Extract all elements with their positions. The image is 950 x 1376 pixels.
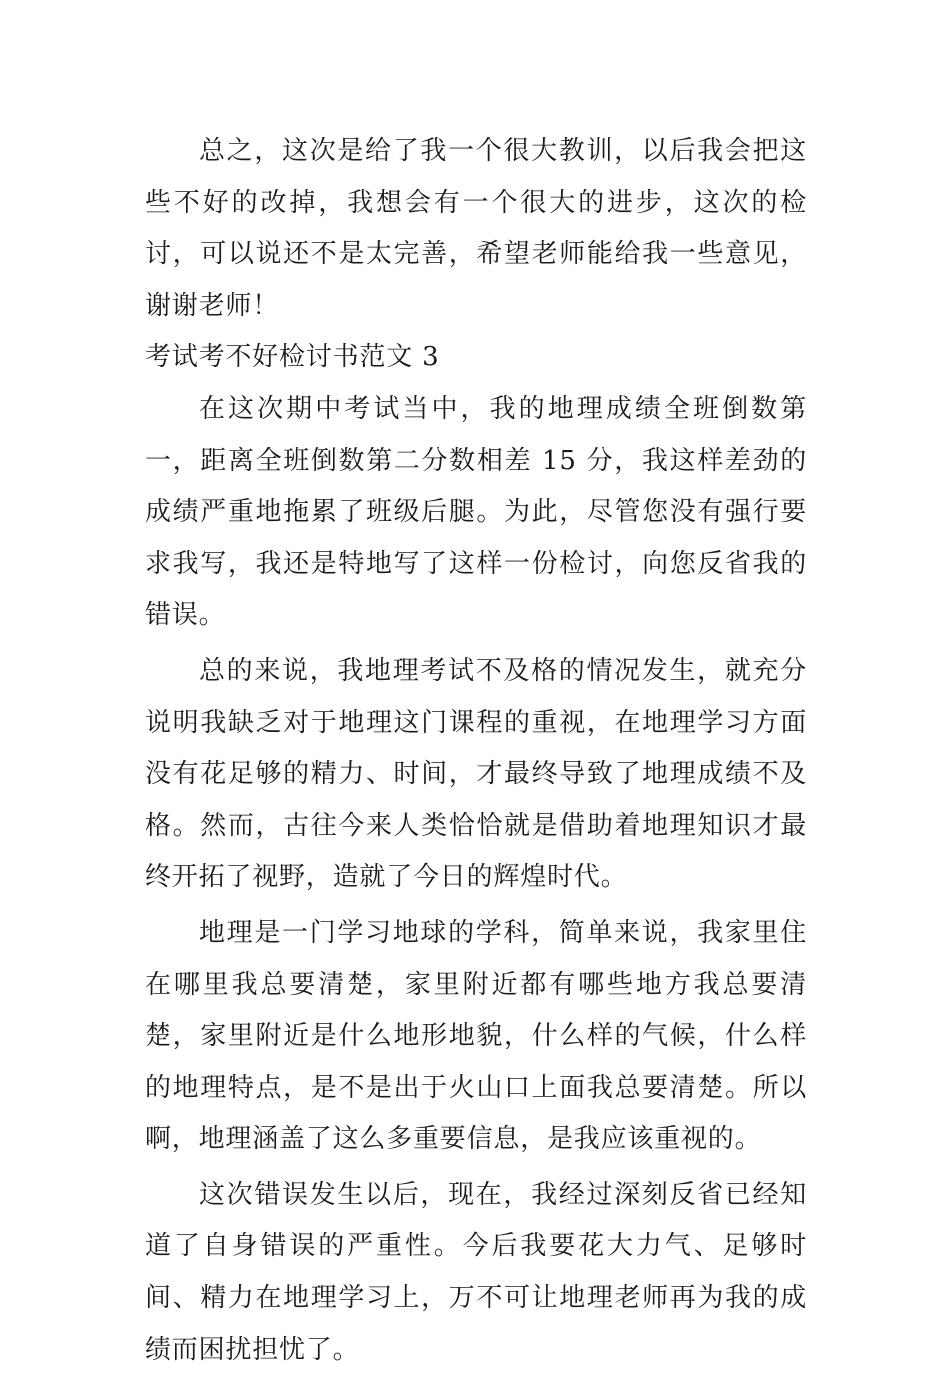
paragraph-exam-result: 在这次期中考试当中，我的地理成绩全班倒数第一，距离全班倒数第二分数相差 15 分，我这样差劲的成绩严重地拖累了班级后腿。为此，尽管您没有强行要求我写，我还是特地写了这样一份检讨，向您反省我的错误。 [145, 393, 807, 631]
section-heading: 考试考不好检讨书范文 3 [145, 342, 440, 373]
paragraph-geography-importance: 地理是一门学习地球的学科，简单来说，我家里住在哪里我总要清楚，家里附近都有哪些地方我总要清楚，家里附近是什么地形地貌，什么样的气候，什么样的地理特点，是不是出于火山口上面我总要清楚。所以啊，地理涵盖了这么多重要信息，是我应该重视的。 [145, 917, 807, 1155]
paragraph-reason: 总的来说，我地理考试不及格的情况发生，就充分说明我缺乏对于地理这门课程的重视，在地理学习方面没有花足够的精力、时间，才最终导致了地理成绩不及格。然而，古往今来人类恰恰就是借助着地理知识才最终开拓了视野，造就了今日的辉煌时代。 [145, 655, 807, 893]
paragraph-conclusion: 总之，这次是给了我一个很大教训，以后我会把这些不好的改掉，我想会有一个很大的进步，这次的检讨，可以说还不是太完善，希望老师能给我一些意见，谢谢老师！ [145, 136, 807, 321]
document-body [145, 126, 807, 1376]
paragraph-resolution: 这次错误发生以后，现在，我经过深刻反省已经知道了自身错误的严重性。今后我要花大力气、足够时间、精力在地理学习上，万不可让地理老师再为我的成绩而困扰担忧了。 [145, 1179, 807, 1365]
